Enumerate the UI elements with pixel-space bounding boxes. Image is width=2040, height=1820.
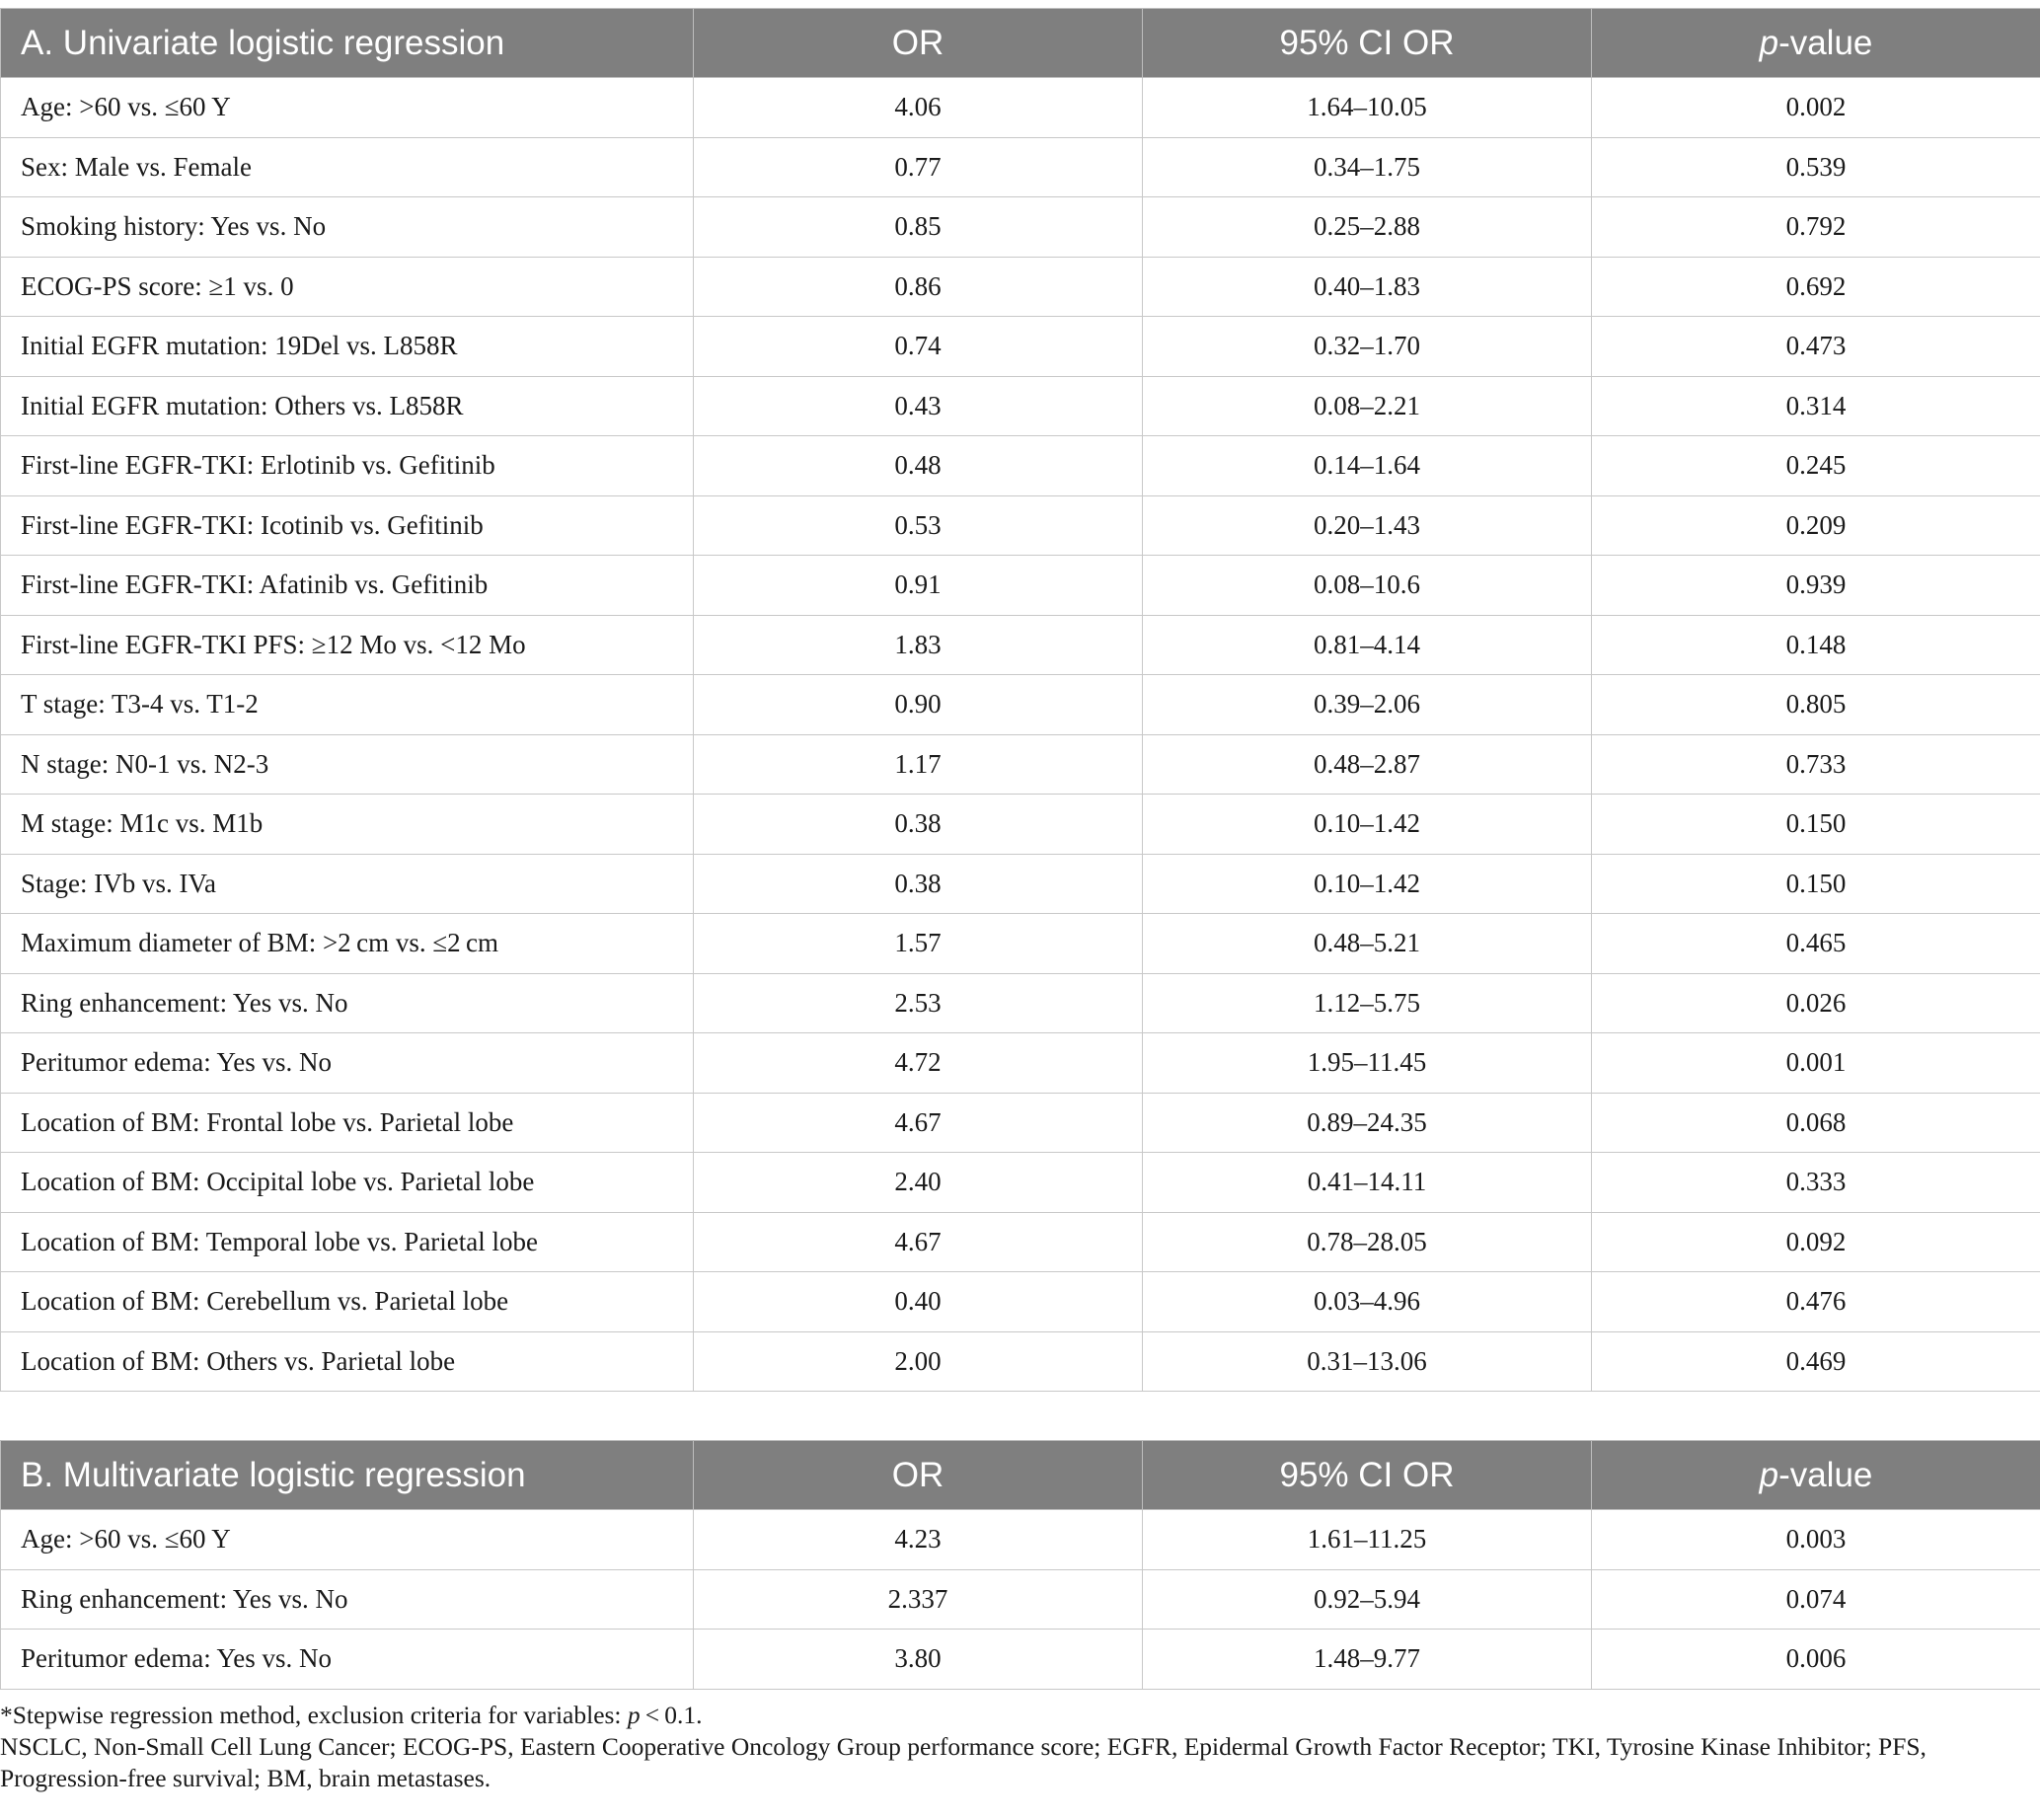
table-header-row [1, 1441, 2040, 1510]
cell-or: 4.67 [694, 1093, 1143, 1153]
p-suffix: -value [1778, 23, 1873, 62]
cell-p-value: 0.939 [1592, 556, 2040, 616]
cell-variable: N stage: N0-1 vs. N2-3 [1, 734, 694, 795]
cell-p-value: 0.539 [1592, 137, 2040, 197]
cell-or: 0.74 [694, 317, 1143, 377]
footnotes [0, 1700, 2033, 1794]
p-italic: p [1759, 23, 1779, 62]
cell-p-value: 0.469 [1592, 1331, 2040, 1392]
table-row [1, 1569, 2040, 1630]
cell-ci: 0.48–5.21 [1143, 914, 1592, 974]
cell-ci: 0.41–14.11 [1143, 1153, 1592, 1213]
cell-variable: Location of BM: Cerebellum vs. Parietal lobe [1, 1272, 694, 1332]
cell-or: 4.23 [694, 1510, 1143, 1570]
cell-p-value: 0.026 [1592, 973, 2040, 1033]
cell-ci: 0.10–1.42 [1143, 854, 1592, 914]
cell-ci: 0.20–1.43 [1143, 495, 1592, 556]
cell-p-value: 0.150 [1592, 854, 2040, 914]
cell-or: 4.06 [694, 78, 1143, 138]
cell-ci: 1.61–11.25 [1143, 1510, 1592, 1570]
cell-variable: Peritumor edema: Yes vs. No [1, 1630, 694, 1690]
table-row [1, 1630, 2040, 1690]
cell-variable: Ring enhancement: Yes vs. No [1, 973, 694, 1033]
cell-p-value: 0.314 [1592, 376, 2040, 436]
table-row [1, 854, 2040, 914]
cell-p-value: 0.245 [1592, 436, 2040, 496]
cell-ci: 0.10–1.42 [1143, 795, 1592, 855]
stepwise-note-suffix: < 0.1. [640, 1701, 703, 1729]
cell-or: 4.72 [694, 1033, 1143, 1094]
column-header-or: OR [694, 9, 1143, 78]
cell-or: 0.90 [694, 675, 1143, 735]
cell-variable: First-line EGFR-TKI: Icotinib vs. Gefitinib [1, 495, 694, 556]
cell-p-value: 0.333 [1592, 1153, 2040, 1213]
cell-or: 0.91 [694, 556, 1143, 616]
column-header-p-value [1592, 1441, 2040, 1510]
cell-variable: Maximum diameter of BM: >2 cm vs. ≤2 cm [1, 914, 694, 974]
table-row [1, 973, 2040, 1033]
cell-or: 2.40 [694, 1153, 1143, 1213]
cell-ci: 0.81–4.14 [1143, 615, 1592, 675]
stepwise-note-p: p [627, 1701, 641, 1729]
cell-ci: 0.48–2.87 [1143, 734, 1592, 795]
cell-variable: T stage: T3-4 vs. T1-2 [1, 675, 694, 735]
cell-or: 0.77 [694, 137, 1143, 197]
univariate-table [0, 8, 2040, 1392]
abbreviations-note: NSCLC, Non-Small Cell Lung Cancer; ECOG-PS, Eastern Cooperative Oncology Group performance score; EGFR, Epidermal Growth Factor Receptor; TKI, Tyrosine Kinase Inhibitor; PFS, Progression-free survival; BM, brain metastases. [0, 1732, 1927, 1792]
table-row [1, 495, 2040, 556]
column-header-variable: B. Multivariate logistic regression [1, 1441, 694, 1510]
table-row [1, 1153, 2040, 1213]
cell-or: 0.53 [694, 495, 1143, 556]
cell-p-value: 0.001 [1592, 1033, 2040, 1094]
cell-p-value: 0.805 [1592, 675, 2040, 735]
cell-variable: Smoking history: Yes vs. No [1, 197, 694, 258]
cell-variable: Initial EGFR mutation: 19Del vs. L858R [1, 317, 694, 377]
table-row [1, 197, 2040, 258]
cell-ci: 1.12–5.75 [1143, 973, 1592, 1033]
cell-ci: 0.32–1.70 [1143, 317, 1592, 377]
cell-variable: Location of BM: Others vs. Parietal lobe [1, 1331, 694, 1392]
cell-ci: 0.08–2.21 [1143, 376, 1592, 436]
table-row [1, 1033, 2040, 1094]
cell-p-value: 0.006 [1592, 1630, 2040, 1690]
cell-variable: First-line EGFR-TKI: Erlotinib vs. Gefitinib [1, 436, 694, 496]
cell-or: 2.53 [694, 973, 1143, 1033]
table-row [1, 436, 2040, 496]
cell-or: 2.00 [694, 1331, 1143, 1392]
cell-ci: 0.25–2.88 [1143, 197, 1592, 258]
cell-or: 0.86 [694, 257, 1143, 317]
table-row [1, 615, 2040, 675]
cell-variable: Location of BM: Frontal lobe vs. Parietal lobe [1, 1093, 694, 1153]
cell-variable: Initial EGFR mutation: Others vs. L858R [1, 376, 694, 436]
cell-or: 1.57 [694, 914, 1143, 974]
table-row [1, 675, 2040, 735]
cell-ci: 0.34–1.75 [1143, 137, 1592, 197]
cell-or: 2.337 [694, 1569, 1143, 1630]
table-row [1, 1510, 2040, 1570]
cell-or: 0.85 [694, 197, 1143, 258]
cell-ci: 0.03–4.96 [1143, 1272, 1592, 1332]
cell-variable: First-line EGFR-TKI PFS: ≥12 Mo vs. <12 Mo [1, 615, 694, 675]
stepwise-note-prefix: *Stepwise regression method, exclusion criteria for variables: [0, 1701, 628, 1729]
column-header-variable: A. Univariate logistic regression [1, 9, 694, 78]
cell-or: 0.38 [694, 854, 1143, 914]
cell-variable: Stage: IVb vs. IVa [1, 854, 694, 914]
cell-variable: Ring enhancement: Yes vs. No [1, 1569, 694, 1630]
cell-p-value: 0.002 [1592, 78, 2040, 138]
table-row [1, 78, 2040, 138]
cell-variable: First-line EGFR-TKI: Afatinib vs. Gefitinib [1, 556, 694, 616]
cell-p-value: 0.209 [1592, 495, 2040, 556]
cell-variable: Age: >60 vs. ≤60 Y [1, 78, 694, 138]
cell-ci: 0.92–5.94 [1143, 1569, 1592, 1630]
cell-ci: 0.08–10.6 [1143, 556, 1592, 616]
cell-p-value: 0.003 [1592, 1510, 2040, 1570]
cell-ci: 0.89–24.35 [1143, 1093, 1592, 1153]
cell-ci: 1.95–11.45 [1143, 1033, 1592, 1094]
cell-or: 4.67 [694, 1212, 1143, 1272]
multivariate-table [0, 1440, 2040, 1690]
table-row [1, 317, 2040, 377]
cell-or: 1.17 [694, 734, 1143, 795]
table-row [1, 1331, 2040, 1392]
cell-ci: 1.64–10.05 [1143, 78, 1592, 138]
p-italic: p [1759, 1455, 1779, 1494]
cell-or: 0.38 [694, 795, 1143, 855]
table-row [1, 137, 2040, 197]
cell-ci: 0.78–28.05 [1143, 1212, 1592, 1272]
cell-p-value: 0.473 [1592, 317, 2040, 377]
cell-p-value: 0.733 [1592, 734, 2040, 795]
cell-p-value: 0.692 [1592, 257, 2040, 317]
column-header-ci: 95% CI OR [1143, 9, 1592, 78]
table-row [1, 257, 2040, 317]
cell-ci: 0.14–1.64 [1143, 436, 1592, 496]
table-row [1, 734, 2040, 795]
cell-or: 3.80 [694, 1630, 1143, 1690]
cell-variable: Location of BM: Temporal lobe vs. Parietal lobe [1, 1212, 694, 1272]
cell-p-value: 0.476 [1592, 1272, 2040, 1332]
cell-variable: Sex: Male vs. Female [1, 137, 694, 197]
cell-variable: Age: >60 vs. ≤60 Y [1, 1510, 694, 1570]
column-header-or: OR [694, 1441, 1143, 1510]
table-row [1, 1212, 2040, 1272]
table-row [1, 556, 2040, 616]
table-row [1, 376, 2040, 436]
cell-or: 1.83 [694, 615, 1143, 675]
cell-p-value: 0.150 [1592, 795, 2040, 855]
cell-p-value: 0.148 [1592, 615, 2040, 675]
cell-p-value: 0.092 [1592, 1212, 2040, 1272]
table-row [1, 1272, 2040, 1332]
cell-ci: 0.31–13.06 [1143, 1331, 1592, 1392]
table-row [1, 1093, 2040, 1153]
table-row [1, 914, 2040, 974]
cell-variable: ECOG-PS score: ≥1 vs. 0 [1, 257, 694, 317]
cell-variable: M stage: M1c vs. M1b [1, 795, 694, 855]
cell-ci: 0.40–1.83 [1143, 257, 1592, 317]
stepwise-note [0, 1700, 2033, 1731]
column-header-p-value [1592, 9, 2040, 78]
cell-ci: 0.39–2.06 [1143, 675, 1592, 735]
column-header-ci: 95% CI OR [1143, 1441, 1592, 1510]
cell-p-value: 0.792 [1592, 197, 2040, 258]
p-suffix: -value [1778, 1455, 1873, 1494]
cell-p-value: 0.068 [1592, 1093, 2040, 1153]
cell-p-value: 0.465 [1592, 914, 2040, 974]
cell-variable: Location of BM: Occipital lobe vs. Parietal lobe [1, 1153, 694, 1213]
table-header-row [1, 9, 2040, 78]
cell-or: 0.40 [694, 1272, 1143, 1332]
cell-ci: 1.48–9.77 [1143, 1630, 1592, 1690]
cell-or: 0.43 [694, 376, 1143, 436]
cell-p-value: 0.074 [1592, 1569, 2040, 1630]
table-row [1, 795, 2040, 855]
cell-or: 0.48 [694, 436, 1143, 496]
cell-variable: Peritumor edema: Yes vs. No [1, 1033, 694, 1094]
